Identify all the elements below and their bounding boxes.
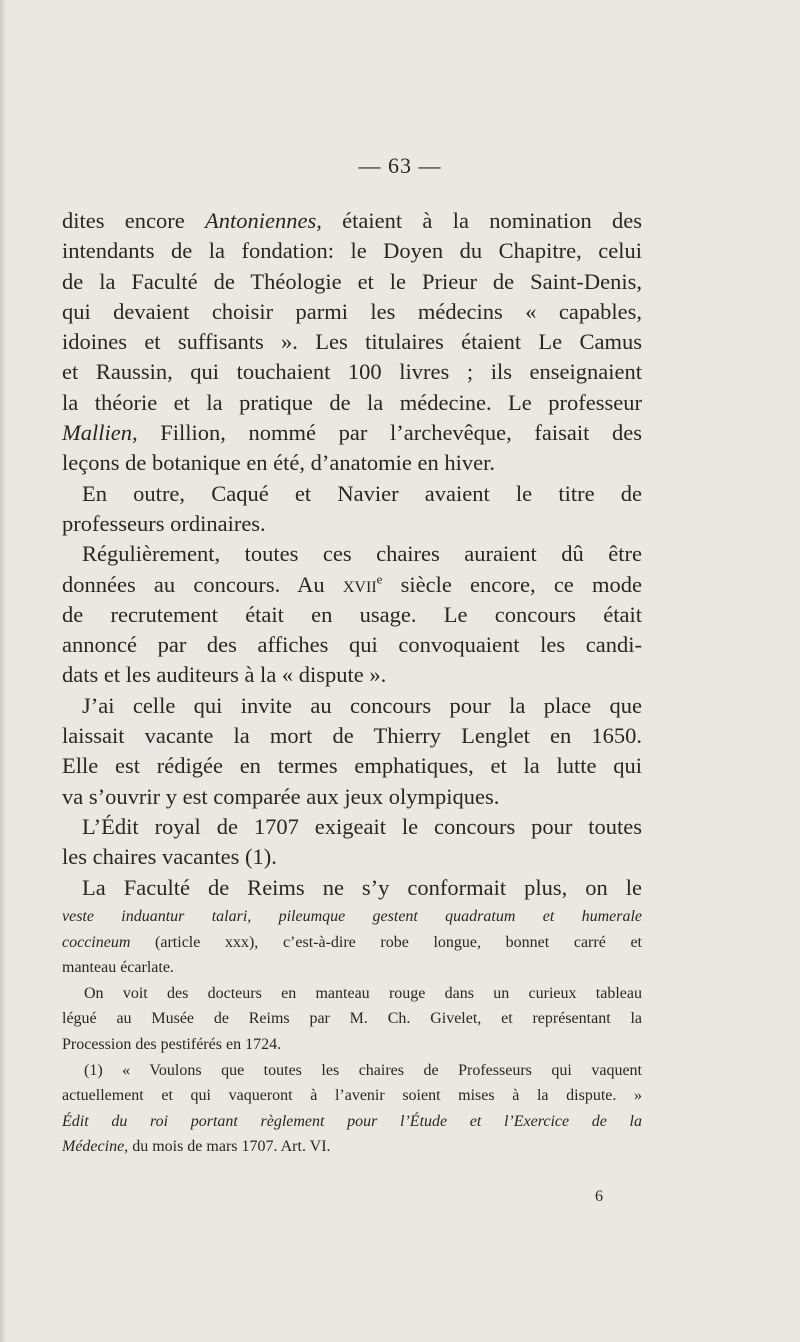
footnote-line: (1) « Voulons que toutes les chaires de Professeurs qui vaquent — [84, 1061, 642, 1079]
footnote-line: veste induantur talari, pileumque gestent quadratum et humerale — [62, 908, 642, 925]
text-line: qui devaient choisir parmi les médecins « capables, — [62, 298, 642, 324]
text-line: dites encore Antoniennes, étaient à la nomination des — [62, 208, 643, 233]
text-line: annoncé par des affiches qui convoquaient les candi- — [62, 632, 642, 658]
text-line: Mallien, Fillion, nommé par l’archevêque, faisait des — [62, 420, 642, 446]
paragraph-start: L’Édit royal de 1707 exigeait le concours pour toutes — [82, 813, 642, 839]
paragraph-start: J’ai celle qui invite au concours pour la place que — [82, 692, 642, 718]
main-text — [62, 206, 642, 903]
footnotes — [62, 904, 642, 1160]
text-line: la théorie et la pratique de la médecine. Le professeur — [62, 389, 642, 415]
footnote-line: On voit des docteurs en manteau rouge dans un curieux tableau — [84, 984, 642, 1002]
signature-mark: 6 — [595, 1188, 603, 1205]
text-line: dats et les auditeurs à la « dispute ». — [62, 662, 387, 688]
footnote-line: coccineum (article xxx), c’est-à-dire robe longue, bonnet carré et — [62, 933, 642, 951]
footnote-line: Édit du roi portant règlement pour l’Étude et l’Exercice de la — [62, 1112, 642, 1130]
text-line: intendants de la fondation: le Doyen du Chapitre, celui — [62, 238, 642, 264]
text-line: de recrutement était en usage. Le concours était — [62, 601, 642, 627]
text-line: et Raussin, qui touchaient 100 livres ; ils enseignaient — [62, 359, 642, 385]
text-line: de la Faculté de Théologie et le Prieur de Saint-Denis, — [62, 268, 642, 294]
footnote-line: Médecine, du mois de mars 1707. Art. VI. — [62, 1138, 331, 1156]
paragraph-start: La Faculté de Reims ne s’y conformait plus, on le — [82, 874, 642, 900]
text-line: va s’ouvrir y est comparée aux jeux olympiques. — [62, 783, 500, 809]
text-line: les chaires vacantes (1). — [62, 844, 277, 870]
paragraph-start: Régulièrement, toutes ces chaires auraient dû être — [82, 541, 642, 567]
page-edge-shadow — [0, 0, 7, 1342]
footnote-line: Procession des pestiférés en 1724. — [62, 1035, 282, 1053]
text-line: Elle est rédigée en termes emphatiques, et la lutte qui — [62, 753, 642, 779]
text-line: leçons de botanique en été, d’anatomie en hiver. — [62, 450, 495, 476]
paragraph-start: En outre, Caqué et Navier avaient le titre de — [82, 480, 642, 506]
footnote-line: manteau écarlate. — [62, 959, 174, 977]
footnote-line: actuellement et qui vaqueront à l’avenir soient mises à la dispute. » — [62, 1087, 642, 1105]
text-line: idoines et suffisants ». Les titulaires étaient Le Camus — [62, 329, 642, 355]
page-number: — 63 — — [358, 153, 442, 178]
footnote-line: légué au Musée de Reims par M. Ch. Givelet, et représentant la — [62, 1010, 642, 1028]
text-line: laissait vacante la mort de Thierry Lenglet en 1650. — [62, 723, 642, 749]
text-line: professeurs ordinaires. — [62, 510, 266, 536]
text-line: données au concours. Au xvii$^e$ siècle encore, ce mode — [62, 571, 642, 597]
